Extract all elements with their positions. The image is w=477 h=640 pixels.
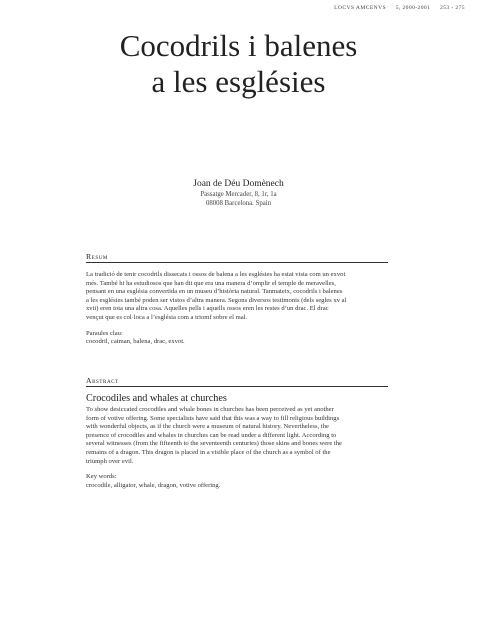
abstract-line: with wonderful objects, as if the church were a museum of natural history. Nevertheless, the [86,423,329,431]
journal-name: LOCVS AMCENVS [334,5,387,11]
resum-line: vençut que es col·loca a l’església com a triomf sobre el mal. [86,313,248,321]
title-line-2: a les esglésies [151,64,326,99]
resum-line: xvii) eren tota una altra cosa. Aquelles pells i aquells ossos eren les restes d’un drac. El drac [86,305,329,313]
abstract-line: remains of a dragon. This dragon is placed in a visible place of the church as a symbol of the [86,448,331,456]
journal-volume: 5, 2000-2001 [395,5,431,11]
resum-heading: Resum [86,252,388,263]
abstract-english-title: Crocodiles and whales at churches [86,393,227,404]
running-head [334,5,465,11]
abstract-line: triumph over evil. [86,457,134,465]
abstract-body [86,393,388,466]
resum-keywords-label: Paraules clau: [86,329,123,337]
resum-line: més. També hi ha estudiosos que han dit que era una manera d’omplir el temple de meravelles, [86,279,336,287]
abstract-line: form of votive offering. Some specialists have said that this was a way to fill religious buildings [86,414,340,422]
title-line-1: Cocodrils i balenes [119,28,358,63]
author-address-line-2: 08008 Barcelona. Spain [205,200,272,207]
article-title [0,28,477,100]
abstract-line: presence of crocodiles and whales in churches can be read under a different light. According to [86,431,337,439]
abstract-section [86,376,388,490]
abstract-keywords [86,473,388,490]
abstract-line: several witnesses (from the fifteenth to the seventeenth centuries) those skins and bones were the [86,440,342,448]
resum-keywords-list: cocodril, caiman, balena, drac, exvot. [86,338,185,346]
author-name: Joan de Déu Domènech [193,179,284,189]
resum-line: La tradició de tenir cocodrils dissecats i ossos de balena a les esglésies ha estat vista com un exvot [86,271,346,278]
author-block [0,178,477,208]
resum-section [86,252,388,347]
resum-line: pensant en una església convertida en un museu d’història natural. Tanmateix, cocodrils i balenes [86,288,343,296]
abstract-line: To show desiccated crocodiles and whale bones in churches has been perceived as yet another [86,406,334,413]
abstract-keywords-list: crocodile, alligator, whale, dragon, votive offering. [86,481,221,489]
resum-keywords [86,330,388,347]
resum-body [86,271,388,323]
resum-line: a les esglésies també poden ser vistos d’altra manera. Segons diversos testimonis (dels segles xv al [86,296,347,304]
abstract-keywords-label: Key words: [86,473,117,481]
page-range: 253 - 275 [439,5,465,11]
author-address-line-1: Passatge Mercader, 8, 1r, 1a [200,191,277,198]
abstract-heading: Abstract [86,376,388,387]
